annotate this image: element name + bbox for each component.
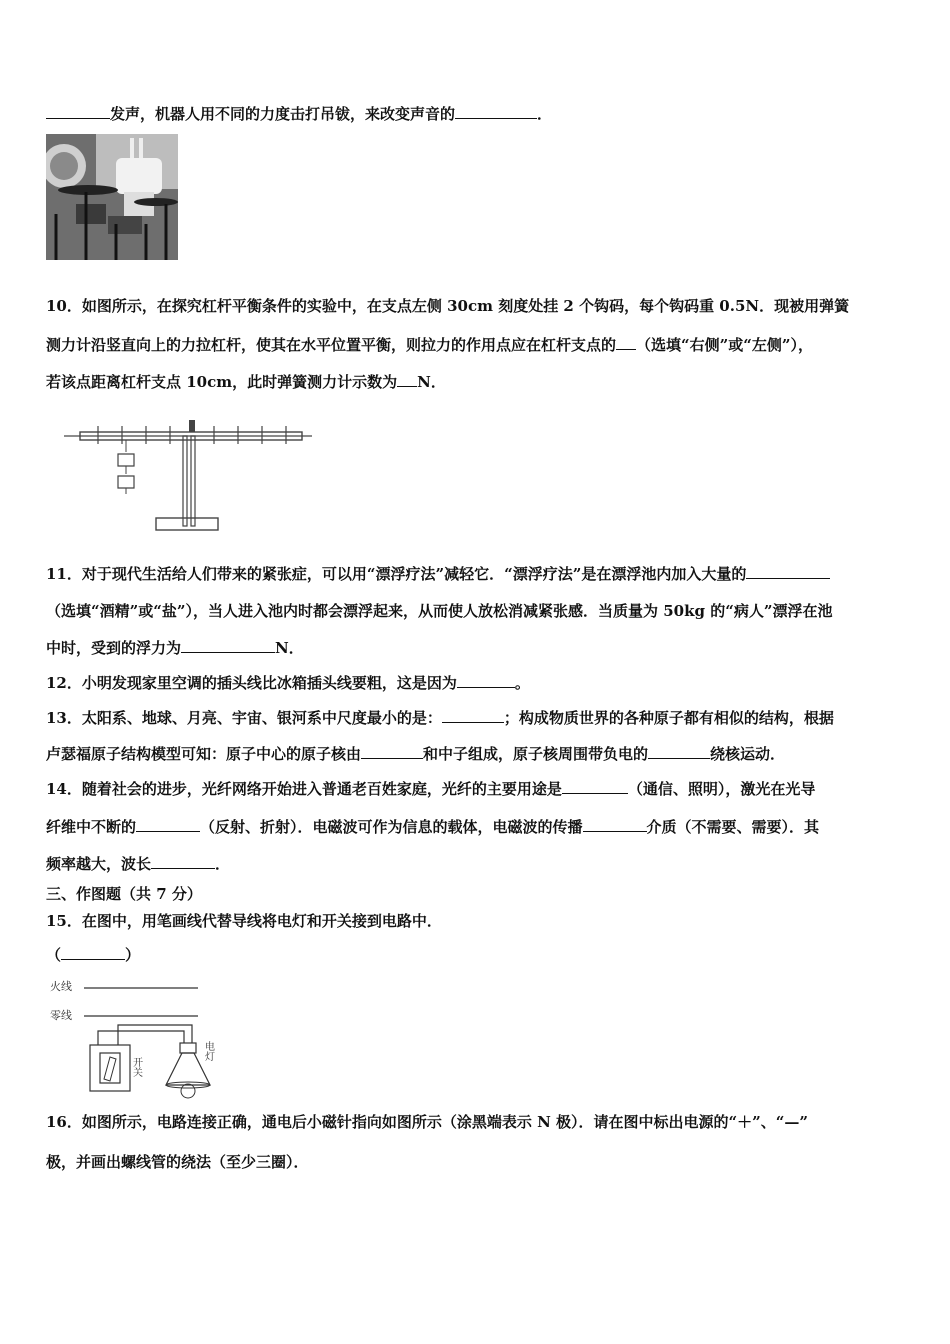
blank[interactable] bbox=[151, 853, 215, 869]
blank[interactable] bbox=[562, 778, 628, 794]
blank[interactable] bbox=[61, 944, 125, 960]
q10-line1: 10．如图所示，在探究杠杆平衡条件的实验中，在支点左侧 30cm 刻度处挂 2 个钩码，每个钩码重 0.5N．现被用弹簧 bbox=[46, 297, 850, 315]
section-heading: 三、作图题（共 7 分） bbox=[46, 885, 202, 903]
q14-line2: 纤维中不断的 （反射、折射）．电磁波可作为信息的载体，电磁波的传播 介质（不需要、需要）．其 bbox=[46, 818, 820, 836]
blank[interactable] bbox=[583, 816, 647, 832]
blank[interactable] bbox=[746, 563, 830, 579]
blank[interactable] bbox=[181, 637, 275, 653]
live-wire-label: 火线 bbox=[50, 980, 72, 993]
q11-line3: 中时，受到的浮力为 N． bbox=[46, 639, 304, 657]
q14-line1: 14．随着社会的进步，光纤网络开始进入普通老百姓家庭，光纤的主要用途是 （通信、照明），激光在光导 bbox=[46, 780, 816, 798]
blank[interactable] bbox=[442, 707, 504, 723]
blank[interactable] bbox=[457, 672, 515, 688]
q13-line2: 卢瑟福原子结构模型可知：原子中心的原子核由 和中子组成，原子核周围带负电的 绕核运动． bbox=[46, 745, 786, 763]
q9-line: 发声，机器人用不同的力度击打吊钹，来改变声音的 ． bbox=[46, 103, 552, 124]
neutral-wire-label: 零线 bbox=[50, 1009, 72, 1022]
q16-line2: 极，并画出螺线管的绕法（至少三圈）． bbox=[46, 1153, 309, 1171]
q12-line: 12．小明发现家里空调的插头线比冰箱插头线要粗，这是因为 。 bbox=[46, 674, 530, 692]
blank[interactable] bbox=[397, 371, 417, 387]
blank[interactable] bbox=[136, 816, 200, 832]
blank[interactable] bbox=[648, 743, 710, 759]
q16-line1: 16．如图所示，电路连接正确，通电后小磁针指向如图所示（涂黑端表示 N 极）．请在图中标出电源的“＋”、“—” bbox=[46, 1113, 809, 1131]
blank[interactable] bbox=[616, 334, 636, 350]
blank[interactable] bbox=[455, 103, 537, 119]
switch-label: 开关 bbox=[130, 1057, 142, 1077]
lamp-label: 电灯 bbox=[202, 1041, 214, 1061]
robot-drum-photo bbox=[46, 134, 178, 260]
q14-line3: 频率越大，波长 ． bbox=[46, 855, 231, 873]
q11-line2: （选填“酒精”或“盐”），当人进入池内时都会漂浮起来，从而使人放松消减紧张感．当质量为 50kg 的“病人”漂浮在池 bbox=[46, 602, 833, 620]
blank[interactable] bbox=[361, 743, 423, 759]
lever-diagram bbox=[62, 410, 317, 535]
blank[interactable] bbox=[46, 103, 110, 119]
q11-line1: 11．对于现代生活给人们带来的紧张症，可以用“漂浮疗法”减轻它．“漂浮疗法”是在漂浮池内加入大量的 bbox=[46, 563, 830, 584]
circuit-diagram bbox=[46, 975, 246, 1100]
q10-line2: 测力计沿竖直向上的力拉杠杆，使其在水平位置平衡，则拉力的作用点应在杠杆支点的 （选填“右侧”或“左侧”）， bbox=[46, 336, 814, 354]
q15-line: 15．在图中，用笔画线代替导线将电灯和开关接到电路中． bbox=[46, 912, 442, 930]
q15-answer: （ ） bbox=[46, 946, 141, 964]
q13-line1: 13．太阳系、地球、月亮、宇宙、银河系中尺度最小的是： ；构成物质世界的各种原子都有相似的结构，根据 bbox=[46, 709, 834, 727]
q10-line3: 若该点距离杠杆支点 10cm，此时弹簧测力计示数为 N． bbox=[46, 373, 446, 391]
